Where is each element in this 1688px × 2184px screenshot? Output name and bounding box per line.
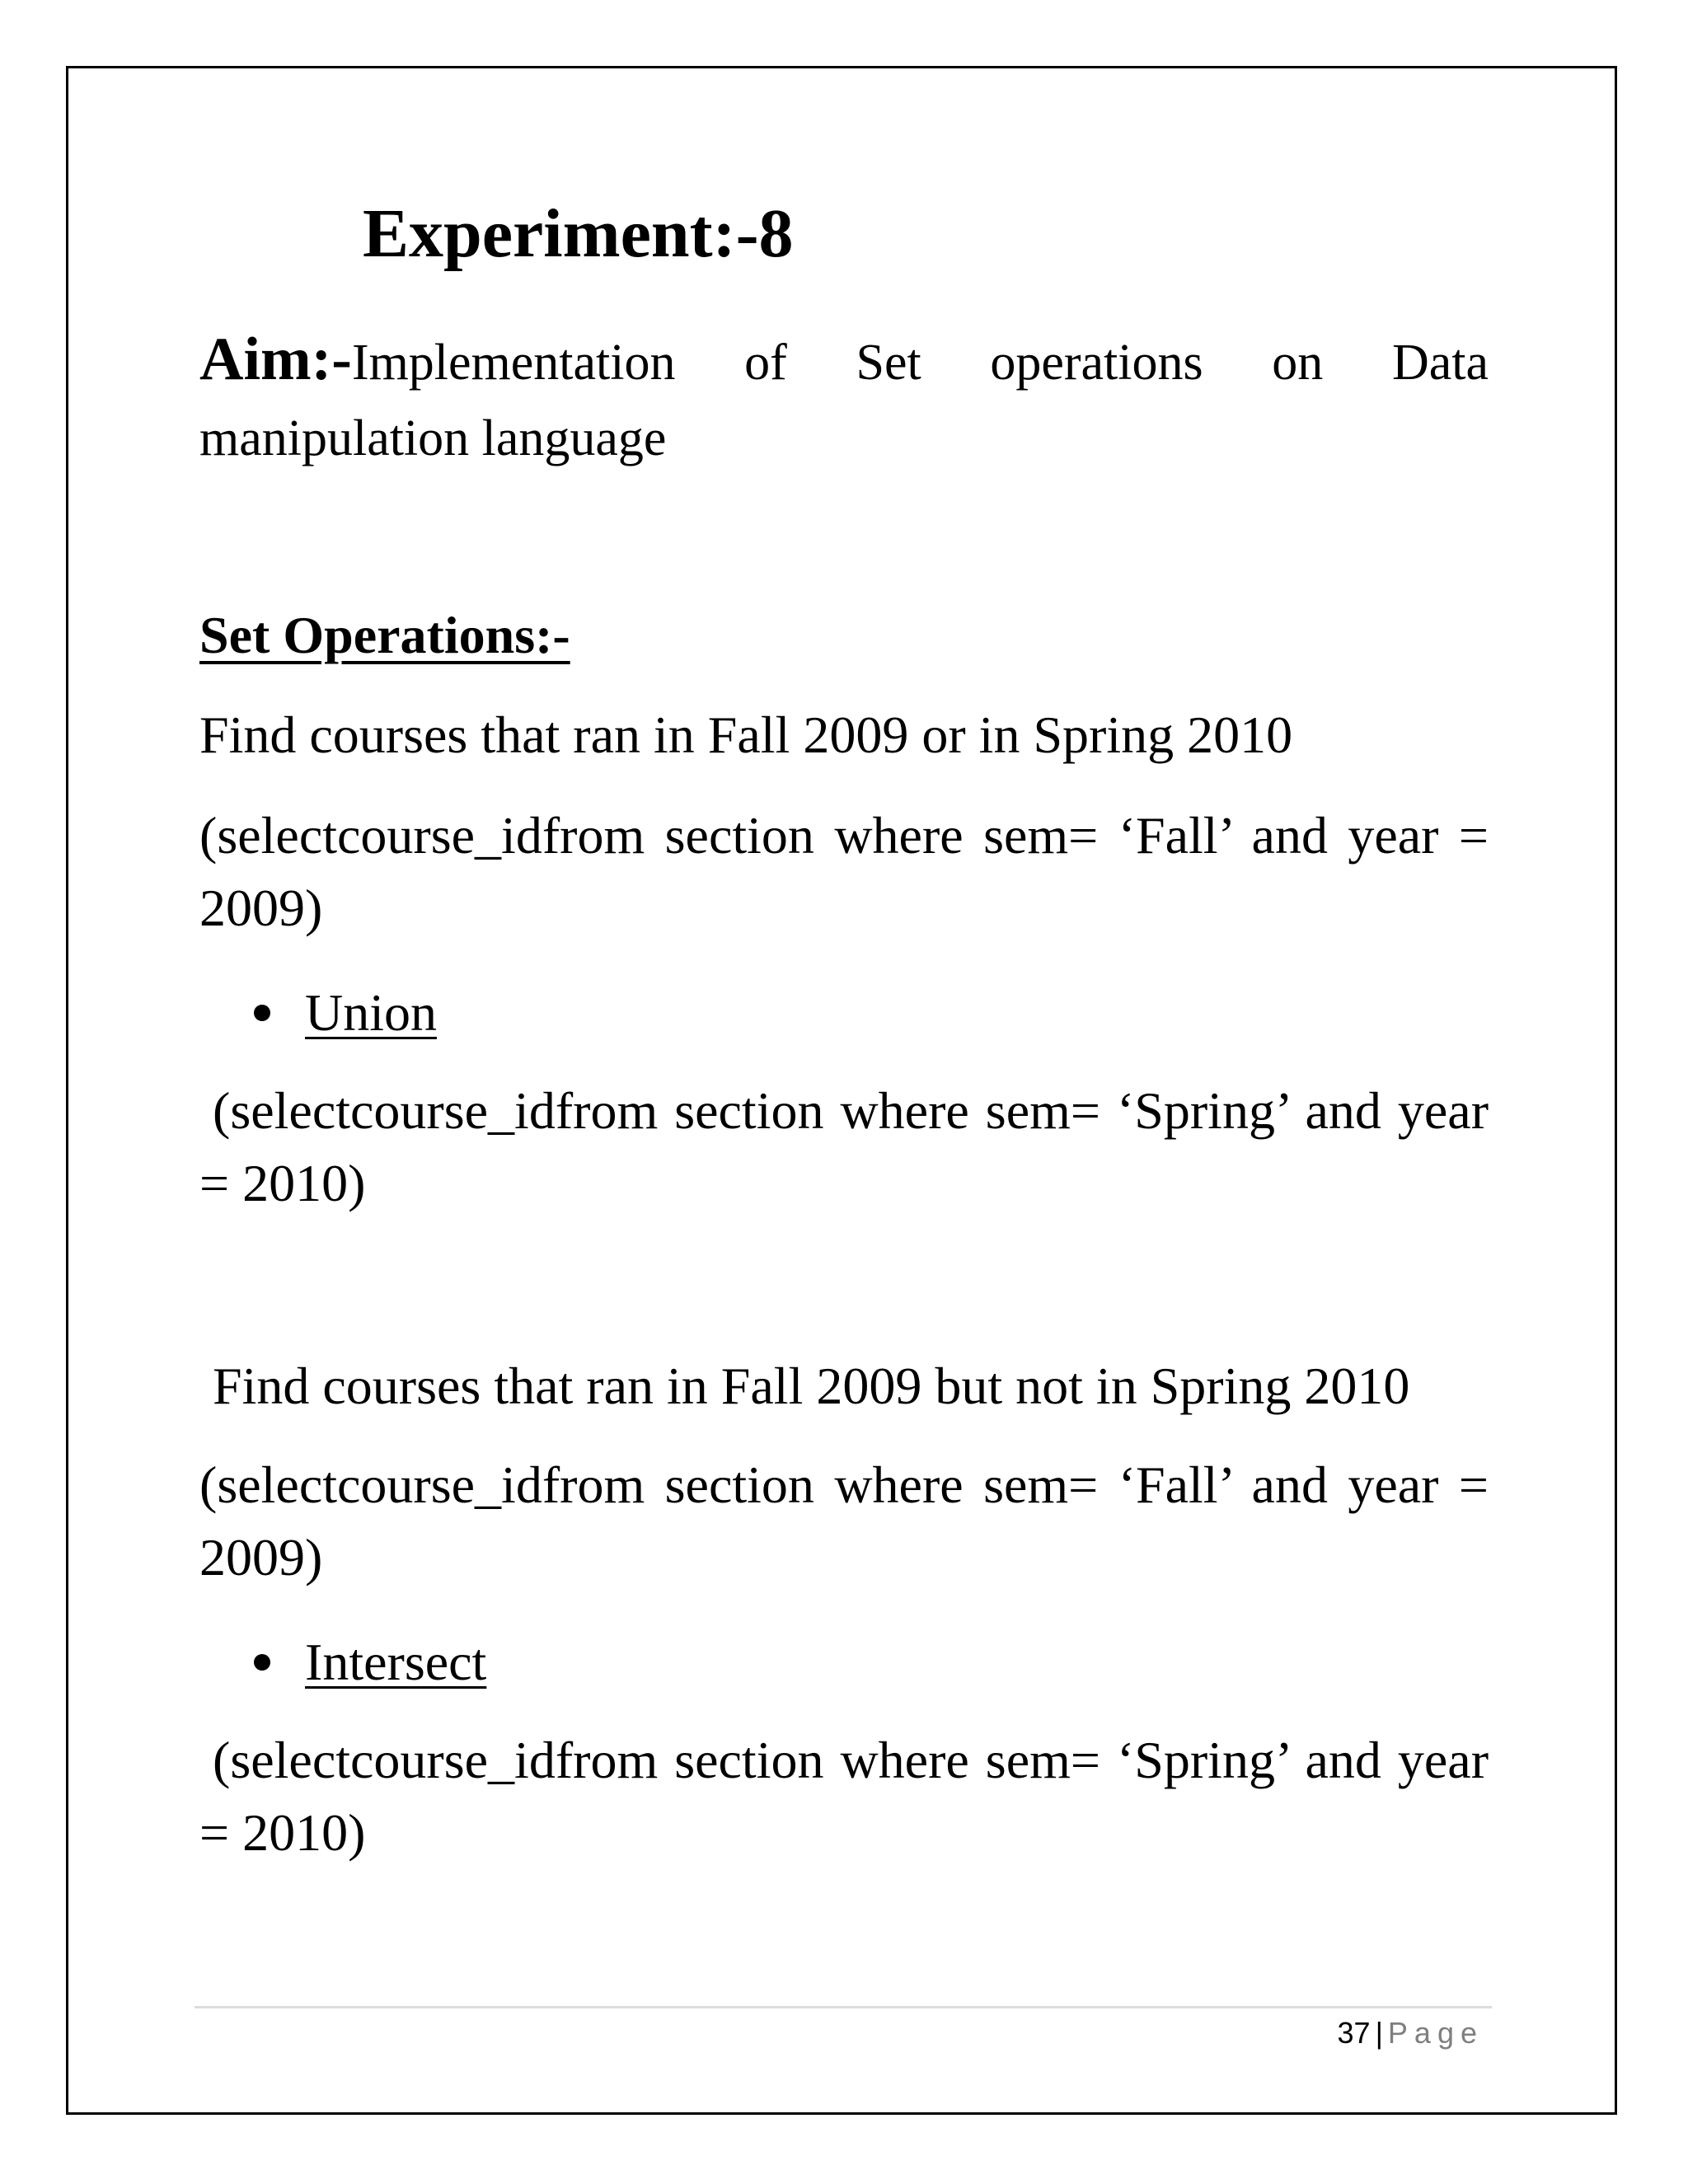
page-number: 37: [1337, 2016, 1371, 2050]
footer-separator: |: [1375, 2016, 1383, 2050]
footer-divider: [195, 2006, 1492, 2008]
bullet-icon: [254, 1005, 270, 1021]
union-bullet: [254, 984, 437, 1042]
bullet-icon: [254, 1654, 270, 1671]
intersect-query-2: (selectcourse_idfrom section where sem= ‘Spring’ and year = 2010): [199, 1731, 1489, 1862]
intersect-query-1: (selectcourse_idfrom section where sem= ‘Fall’ and year = 2009): [199, 1455, 1489, 1586]
union-description: Find courses that ran in Fall 2009 or in Spring 2010: [199, 705, 1293, 764]
aim-paragraph: [199, 321, 1489, 476]
intersect-description: Find courses that ran in Fall 2009 but not in Spring 2010: [213, 1357, 1410, 1415]
aim-text: Implementation of Set operations on Data manipulation language: [199, 335, 1489, 466]
union-query-1: (selectcourse_idfrom section where sem= ‘Fall’ and year = 2009): [199, 806, 1489, 937]
union-operator-label: Union: [305, 983, 437, 1042]
intersect-bullet: [254, 1633, 486, 1691]
page-footer: [1338, 2016, 1484, 2050]
intersect-operator-label: Intersect: [305, 1633, 487, 1691]
set-operations-heading: Set Operations:-: [199, 606, 570, 664]
page-word: Page: [1387, 2016, 1484, 2050]
experiment-title: Experiment:-8: [363, 195, 794, 272]
aim-label: Aim:-: [199, 326, 352, 393]
union-query-2: (selectcourse_idfrom section where sem= ‘Spring’ and year = 2010): [199, 1081, 1489, 1212]
